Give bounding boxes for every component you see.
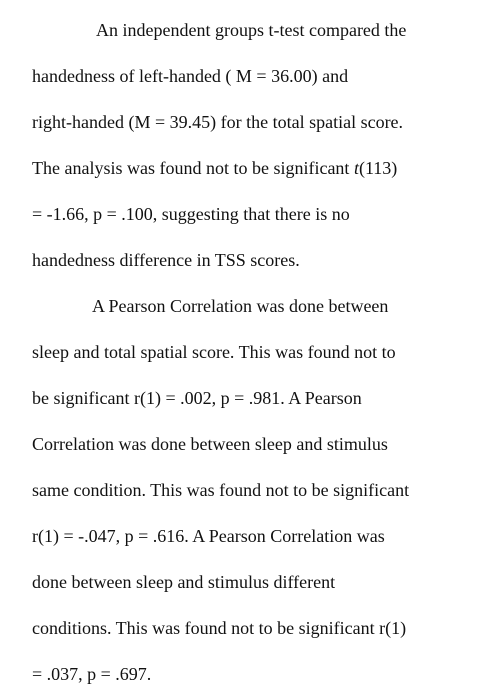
paragraph-2-line-5: same condition. This was found not to be significant [32,480,410,500]
paragraph-2-line-4: Correlation was done between sleep and stimulus [32,434,388,454]
paragraph-2-line-6: r(1) = -.047, p = .616. A Pearson Correlation was [32,526,385,546]
paragraph-2-line-8: conditions. This was found not to be significant r(1) [32,618,407,638]
paragraph-1-line-1: An independent groups t-test compared the [96,20,407,40]
paragraph-1-line-4-text: The analysis was found not to be significant [32,158,354,178]
paragraph-2-line-2: sleep and total spatial score. This was found not to [32,342,396,362]
paragraph-1-line-2: handedness of left-handed ( M = 36.00) and [32,66,349,86]
paragraph-2-line-9: = .037, p = .697. [32,664,152,684]
statistic-symbol-t: t [353,158,359,178]
degrees-of-freedom: (113) [358,158,398,178]
paragraph-2-line-7: done between sleep and stimulus different [32,572,336,592]
paragraph-1-line-4 [32,157,397,179]
paragraph-1-line-6: handedness difference in TSS scores. [32,250,300,270]
paragraph-1-line-5: = -1.66, p = .100, suggesting that there is no [32,204,350,224]
paragraph-2-line-3: be significant r(1) = .002, p = .981. A Pearson [32,388,362,408]
paragraph-1-line-3: right-handed (M = 39.45) for the total spatial score. [32,112,404,132]
paragraph-2-line-1: A Pearson Correlation was done between [92,296,389,316]
